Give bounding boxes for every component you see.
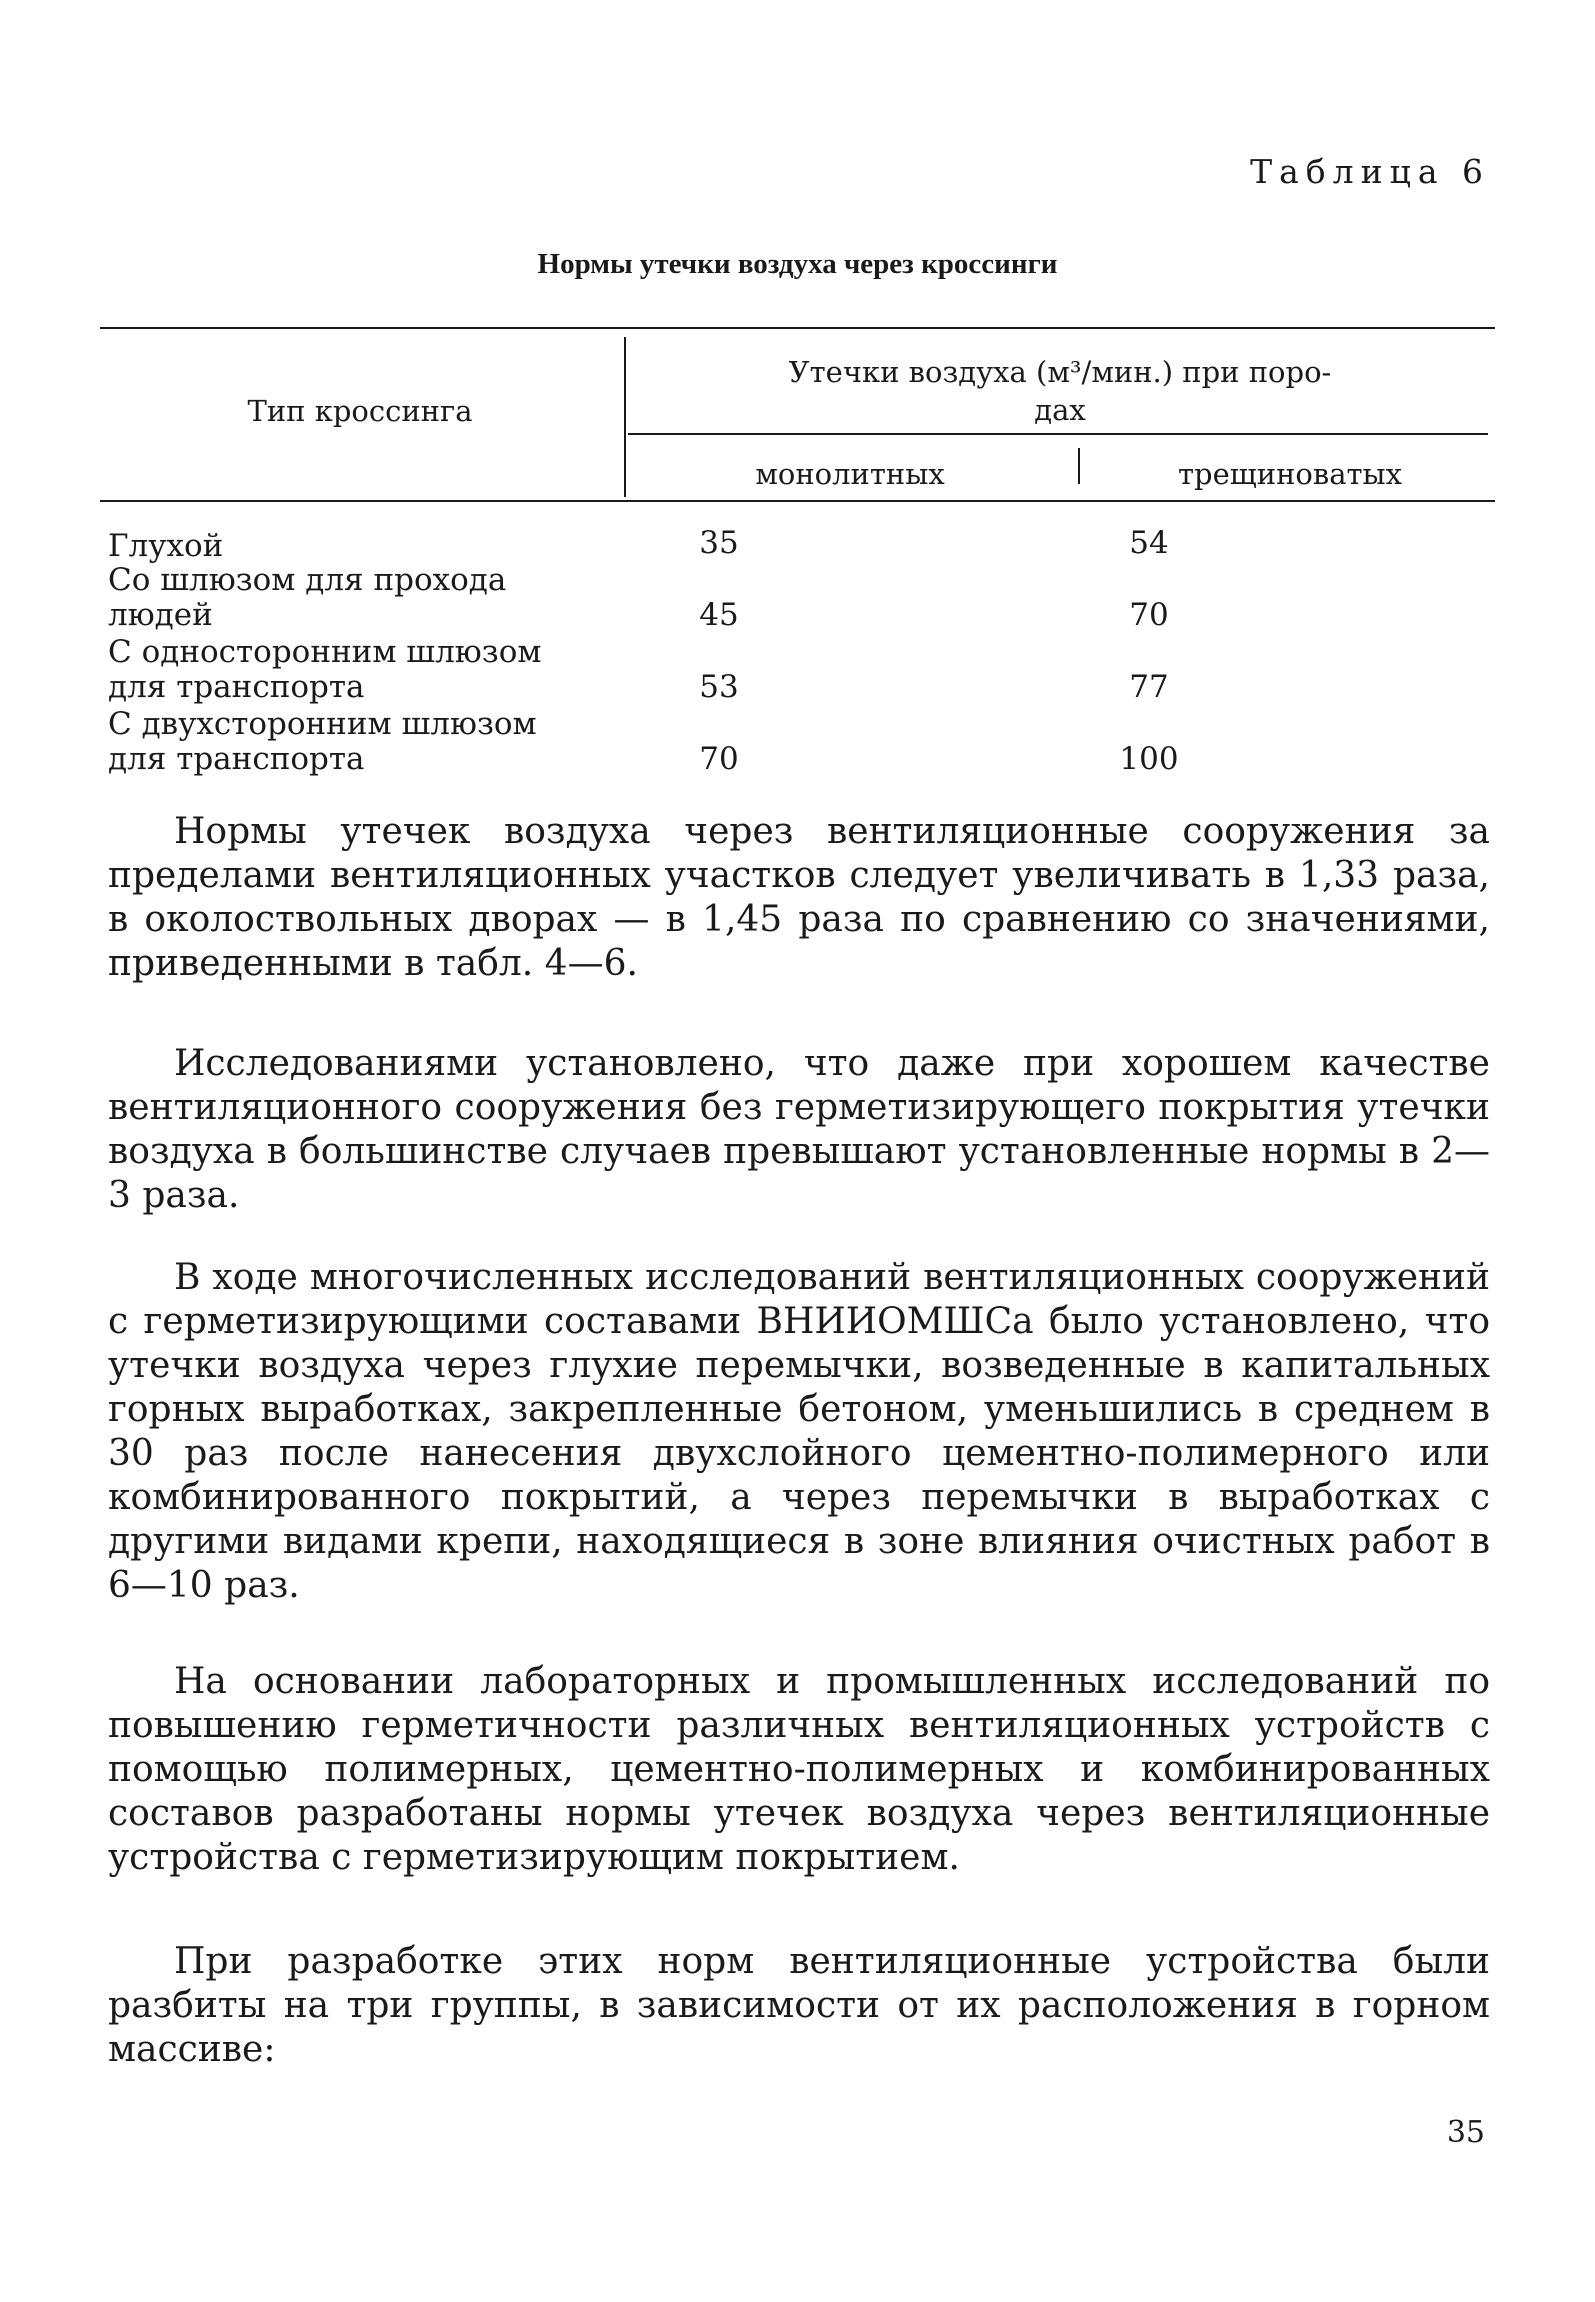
row-monolithic-value: 70 [699,741,739,777]
col-leak-header-line1: Утечки воздуха (м³/мин.) при поро- [788,355,1332,389]
body-paragraph: При разработке этих норм вентиляционные устройства были разбиты на три группы, в зависимости от их расположения в горном массиве: [108,1941,1490,2070]
table-number: Таблица 6 [1250,152,1490,191]
body-paragraph: На основании лабораторных и промышленных исследований по повышению герметичности различных вентиляционных устройств с помощью полимерных, цементно-полимерных и комбинированных составов разработаны нормы утечек воздуха через вентиляционные устройства с герметизирующим покрытием. [108,1661,1490,1878]
table-top-rule [100,327,1495,329]
header-bottom-rule [100,500,1495,502]
header-subdivider-rule [628,433,1488,435]
row-fractured-value: 54 [1129,525,1169,561]
row-type-name-cont: для транспорта [108,669,365,705]
body-paragraph: Нормы утечек воздуха через вентиляционные сооружения за пределами вентиляционных участков следует увеличивать в 1,33 раза, в околоствольных дворах — в 1,45 раза по сравнению со значениями, приведенными в табл. 4—6. [108,811,1490,984]
row-monolithic-value: 45 [699,597,739,633]
row-type-name: Глухой [108,528,224,564]
row-type-name: С двухсторонним шлюзом [108,706,537,742]
row-fractured-value: 100 [1119,741,1179,777]
row-fractured-value: 70 [1129,597,1169,633]
col-fractured-header: трещиноватых [1178,457,1402,491]
leak-subcolumn-divider [1078,448,1080,484]
row-type-name: Со шлюзом для прохода [108,562,507,598]
row-monolithic-value: 53 [699,669,739,705]
row-type-name-cont: людей [108,597,213,633]
col-leak-header-line2: дах [1034,393,1086,427]
type-column-divider [624,337,626,497]
col-monolithic-header: монолитных [755,457,945,491]
page-number: 35 [1446,2115,1485,2150]
body-paragraph: В ходе многочисленных исследований вентиляционных сооружений с герметизирующими составами ВНИИОМШСа было установлено, что утечки воздуха через глухие перемычки, возведенные в капитальных горных выработках, закрепленные бетоном, уменьшились в среднем в 30 раз после нанесения двухслойного цементно-полимерного или комбинированного покрытий, а через перемычки в выработках с другими видами крепи, находящиеся в зоне влияния очистных работ в 6—10 раз. [108,1257,1490,1606]
col-type-header: Тип кроссинга [247,394,473,428]
row-fractured-value: 77 [1129,669,1169,705]
row-type-name: С односторонним шлюзом [108,634,542,670]
table-title: Нормы утечки воздуха через кроссинги [537,248,1058,280]
body-paragraph: Исследованиями установлено, что даже при хорошем качестве вентиляционного сооружения без герметизирующего покрытия утечки воздуха в большинстве случаев превышают установленные нормы в 2—3 раза. [108,1043,1490,1216]
row-monolithic-value: 35 [699,525,739,561]
row-type-name-cont: для транспорта [108,741,365,777]
